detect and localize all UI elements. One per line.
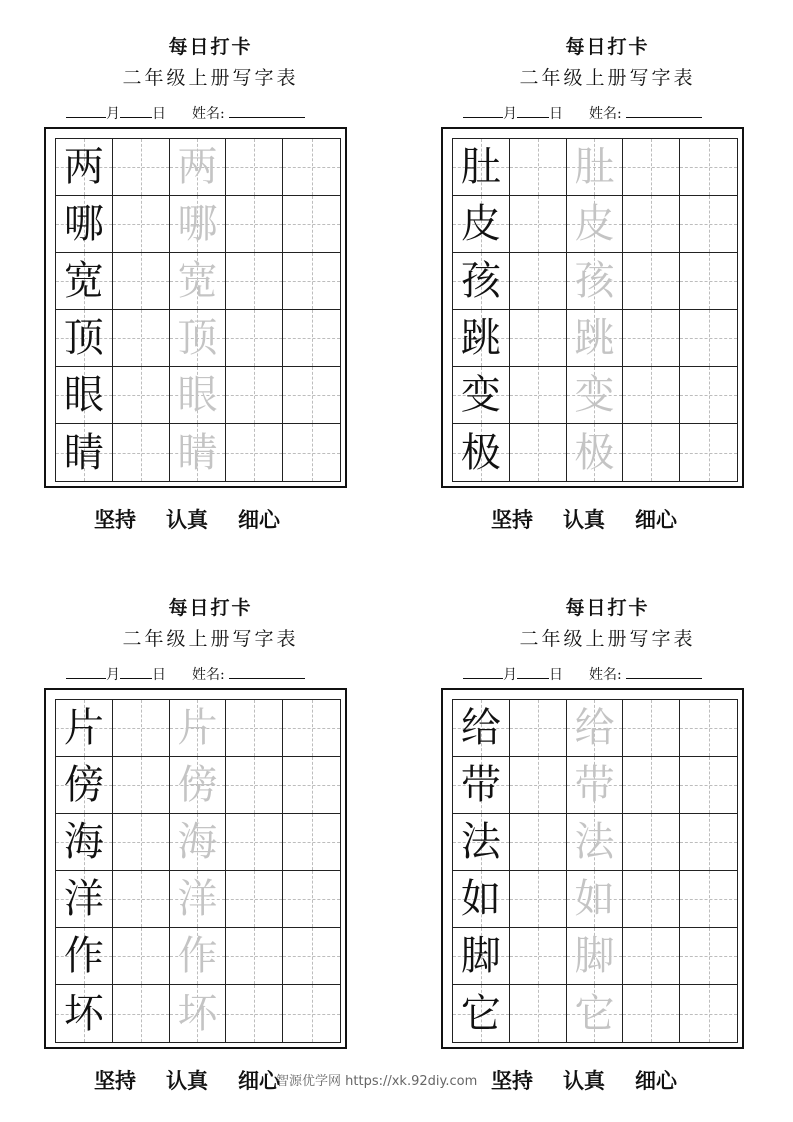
motto-word: 认真 [166, 1068, 208, 1093]
trace-char-cell [170, 928, 227, 985]
model-char-cell [453, 424, 510, 481]
motto-word: 细心 [635, 507, 677, 532]
trace-character: 片 [177, 705, 218, 751]
practice-cell[interactable] [113, 196, 170, 253]
practice-cell[interactable] [623, 196, 680, 253]
month-label: 月 [106, 667, 120, 683]
practice-cell[interactable] [680, 814, 737, 871]
model-character: 洋 [63, 876, 104, 922]
model-character: 皮 [460, 201, 501, 247]
card-title: 每日打卡 [168, 597, 253, 619]
practice-cell[interactable] [226, 367, 283, 424]
practice-cell[interactable] [226, 310, 283, 367]
model-character: 肚 [460, 144, 501, 190]
practice-cell[interactable] [510, 871, 567, 928]
name-label: 姓名: [589, 106, 622, 122]
model-char-cell [56, 196, 113, 253]
practice-card [44, 30, 349, 560]
card-subtitle: 二年级上册写字表 [122, 67, 299, 89]
model-char-cell [56, 700, 113, 757]
practice-cell[interactable] [113, 310, 170, 367]
practice-cell[interactable] [623, 700, 680, 757]
practice-cell[interactable] [113, 928, 170, 985]
day-blank[interactable] [517, 103, 549, 118]
model-character: 极 [460, 429, 501, 476]
trace-char-cell [170, 985, 227, 1042]
model-char-cell [453, 139, 510, 196]
model-character: 孩 [460, 258, 501, 304]
practice-card [441, 591, 746, 1121]
trace-char-cell [170, 310, 227, 367]
motto-word: 认真 [166, 507, 208, 532]
practice-cell[interactable] [226, 871, 283, 928]
model-char-cell [56, 985, 113, 1042]
date-name-line [66, 664, 356, 686]
practice-cell[interactable] [623, 139, 680, 196]
practice-cell[interactable] [113, 139, 170, 196]
trace-char-cell [567, 367, 624, 424]
motto-word: 坚持 [491, 507, 533, 532]
practice-cell[interactable] [623, 424, 680, 481]
practice-cell[interactable] [113, 985, 170, 1042]
writing-grid [55, 699, 341, 1043]
model-character: 变 [460, 372, 501, 418]
practice-cell[interactable] [113, 700, 170, 757]
model-character: 法 [460, 819, 501, 865]
name-blank[interactable] [626, 103, 702, 118]
practice-cell[interactable] [283, 139, 340, 196]
model-char-cell [56, 928, 113, 985]
card-title: 每日打卡 [565, 36, 650, 58]
day-blank[interactable] [517, 664, 549, 679]
practice-cell[interactable] [283, 196, 340, 253]
model-char-cell [453, 985, 510, 1042]
date-name-line [463, 103, 753, 125]
practice-cell[interactable] [680, 139, 737, 196]
trace-char-cell [170, 196, 227, 253]
name-blank[interactable] [229, 103, 305, 118]
practice-cell[interactable] [226, 196, 283, 253]
month-blank[interactable] [463, 664, 503, 679]
practice-cell[interactable] [680, 424, 737, 481]
practice-cell[interactable] [510, 196, 567, 253]
practice-card [441, 30, 746, 560]
trace-character: 带 [574, 762, 615, 808]
card-subtitle: 二年级上册写字表 [519, 628, 696, 650]
model-char-cell [56, 253, 113, 310]
model-char-cell [56, 310, 113, 367]
practice-cell[interactable] [226, 700, 283, 757]
practice-cell[interactable] [680, 253, 737, 310]
practice-cell[interactable] [680, 700, 737, 757]
motto-word: 坚持 [94, 507, 136, 532]
trace-character: 法 [574, 819, 615, 865]
trace-char-cell [170, 814, 227, 871]
practice-cell[interactable] [510, 814, 567, 871]
name-label: 姓名: [192, 106, 225, 122]
writing-grid [452, 699, 738, 1043]
model-character: 海 [63, 819, 104, 865]
practice-cell[interactable] [510, 310, 567, 367]
trace-character: 变 [574, 372, 615, 418]
trace-char-cell [170, 139, 227, 196]
practice-cell[interactable] [113, 367, 170, 424]
practice-cell[interactable] [680, 985, 737, 1042]
model-character: 片 [63, 705, 104, 751]
trace-character: 坏 [177, 990, 218, 1037]
practice-cell[interactable] [623, 367, 680, 424]
trace-character: 眼 [177, 372, 218, 418]
card-subtitle: 二年级上册写字表 [519, 67, 696, 89]
writing-grid [452, 138, 738, 482]
trace-char-cell [567, 139, 624, 196]
date-name-line [66, 103, 356, 125]
practice-cell[interactable] [283, 985, 340, 1042]
day-label: 日 [152, 106, 166, 122]
model-char-cell [56, 757, 113, 814]
practice-cell[interactable] [623, 985, 680, 1042]
practice-cell[interactable] [510, 367, 567, 424]
model-char-cell [453, 253, 510, 310]
model-character: 跳 [460, 315, 501, 361]
trace-character: 两 [177, 144, 218, 190]
model-char-cell [453, 814, 510, 871]
model-char-cell [56, 814, 113, 871]
practice-cell[interactable] [680, 871, 737, 928]
writing-grid-frame [441, 688, 744, 1049]
practice-cell[interactable] [226, 928, 283, 985]
practice-cell[interactable] [113, 757, 170, 814]
trace-character: 如 [574, 876, 615, 922]
motto-word: 细心 [238, 507, 280, 532]
practice-cell[interactable] [680, 367, 737, 424]
model-char-cell [56, 424, 113, 481]
model-char-cell [453, 928, 510, 985]
month-blank[interactable] [66, 664, 106, 679]
model-character: 顶 [63, 315, 104, 361]
motto [94, 504, 364, 534]
name-blank[interactable] [626, 664, 702, 679]
motto-word: 坚持 [94, 1068, 136, 1093]
trace-char-cell [567, 196, 624, 253]
practice-cell[interactable] [226, 985, 283, 1042]
practice-cell[interactable] [510, 253, 567, 310]
trace-char-cell [567, 985, 624, 1042]
practice-cell[interactable] [113, 871, 170, 928]
practice-cell[interactable] [623, 757, 680, 814]
practice-cell[interactable] [623, 814, 680, 871]
watermark-text: 智源优学网 https://xk.92diy.com [276, 1074, 478, 1089]
day-blank[interactable] [120, 103, 152, 118]
model-character: 如 [460, 876, 501, 922]
day-blank[interactable] [120, 664, 152, 679]
practice-cell[interactable] [283, 253, 340, 310]
practice-cell[interactable] [510, 928, 567, 985]
month-label: 月 [503, 667, 517, 683]
writing-grid-frame [44, 127, 347, 488]
trace-character: 它 [574, 990, 615, 1037]
practice-cell[interactable] [113, 253, 170, 310]
practice-cell[interactable] [283, 814, 340, 871]
month-blank[interactable] [66, 103, 106, 118]
model-character: 作 [63, 933, 104, 979]
trace-char-cell [567, 814, 624, 871]
model-character: 睛 [63, 429, 104, 476]
model-character: 给 [460, 705, 501, 751]
trace-character: 孩 [574, 258, 615, 304]
trace-char-cell [170, 253, 227, 310]
trace-char-cell [567, 928, 624, 985]
trace-character: 宽 [177, 258, 218, 304]
practice-cell[interactable] [283, 424, 340, 481]
model-char-cell [453, 871, 510, 928]
practice-cell[interactable] [283, 757, 340, 814]
practice-cell[interactable] [283, 367, 340, 424]
practice-cell[interactable] [680, 928, 737, 985]
trace-character: 脚 [574, 933, 615, 979]
model-char-cell [56, 871, 113, 928]
trace-char-cell [170, 424, 227, 481]
trace-character: 睛 [177, 429, 218, 476]
trace-char-cell [170, 871, 227, 928]
model-character: 脚 [460, 933, 501, 979]
trace-char-cell [170, 757, 227, 814]
name-blank[interactable] [229, 664, 305, 679]
writing-grid [55, 138, 341, 482]
practice-card [44, 591, 349, 1121]
name-label: 姓名: [589, 667, 622, 683]
trace-character: 傍 [177, 762, 218, 808]
model-character: 哪 [63, 201, 104, 247]
model-character: 它 [460, 990, 501, 1037]
trace-character: 肚 [574, 144, 615, 190]
month-label: 月 [106, 106, 120, 122]
practice-cell[interactable] [283, 310, 340, 367]
trace-character: 给 [574, 705, 615, 751]
trace-char-cell [567, 424, 624, 481]
practice-cell[interactable] [623, 871, 680, 928]
practice-cell[interactable] [680, 310, 737, 367]
model-character: 眼 [63, 372, 104, 418]
practice-cell[interactable] [623, 928, 680, 985]
practice-cell[interactable] [226, 139, 283, 196]
practice-cell[interactable] [680, 757, 737, 814]
model-char-cell [56, 139, 113, 196]
day-label: 日 [549, 667, 563, 683]
model-character: 两 [63, 144, 104, 190]
practice-cell[interactable] [623, 310, 680, 367]
trace-char-cell [567, 700, 624, 757]
practice-cell[interactable] [510, 757, 567, 814]
practice-cell[interactable] [113, 424, 170, 481]
practice-cell[interactable] [283, 928, 340, 985]
practice-cell[interactable] [510, 139, 567, 196]
practice-cell[interactable] [226, 757, 283, 814]
trace-character: 顶 [177, 315, 218, 361]
trace-character: 跳 [574, 315, 615, 361]
motto-word: 认真 [563, 507, 605, 532]
trace-char-cell [170, 700, 227, 757]
trace-character: 皮 [574, 201, 615, 247]
model-character: 带 [460, 762, 501, 808]
model-character: 宽 [63, 258, 104, 304]
trace-char-cell [170, 367, 227, 424]
practice-cell[interactable] [226, 253, 283, 310]
model-char-cell [453, 757, 510, 814]
trace-character: 海 [177, 819, 218, 865]
card-subtitle: 二年级上册写字表 [122, 628, 299, 650]
motto [491, 504, 761, 534]
model-char-cell [453, 196, 510, 253]
motto-word: 细心 [635, 1068, 677, 1093]
month-blank[interactable] [463, 103, 503, 118]
practice-cell[interactable] [510, 985, 567, 1042]
motto [491, 1065, 761, 1095]
practice-cell[interactable] [283, 700, 340, 757]
trace-character: 极 [574, 429, 615, 476]
trace-char-cell [567, 253, 624, 310]
writing-grid-frame [441, 127, 744, 488]
model-char-cell [453, 700, 510, 757]
trace-character: 洋 [177, 876, 218, 922]
day-label: 日 [152, 667, 166, 683]
card-title: 每日打卡 [168, 36, 253, 58]
model-character: 坏 [63, 990, 104, 1037]
trace-char-cell [567, 871, 624, 928]
trace-char-cell [567, 310, 624, 367]
model-char-cell [453, 310, 510, 367]
card-title: 每日打卡 [565, 597, 650, 619]
trace-character: 作 [177, 933, 218, 979]
motto-word: 坚持 [491, 1068, 533, 1093]
month-label: 月 [503, 106, 517, 122]
trace-character: 哪 [177, 201, 218, 247]
practice-cell[interactable] [623, 253, 680, 310]
motto-word: 细心 [238, 1068, 280, 1093]
practice-cell[interactable] [680, 196, 737, 253]
name-label: 姓名: [192, 667, 225, 683]
model-char-cell [453, 367, 510, 424]
model-character: 傍 [63, 762, 104, 808]
motto-word: 认真 [563, 1068, 605, 1093]
writing-grid-frame [44, 688, 347, 1049]
practice-cell[interactable] [226, 814, 283, 871]
practice-cell[interactable] [226, 424, 283, 481]
practice-cell[interactable] [510, 424, 567, 481]
practice-cell[interactable] [283, 871, 340, 928]
model-char-cell [56, 367, 113, 424]
day-label: 日 [549, 106, 563, 122]
practice-cell[interactable] [510, 700, 567, 757]
date-name-line [463, 664, 753, 686]
practice-cell[interactable] [113, 814, 170, 871]
trace-char-cell [567, 757, 624, 814]
